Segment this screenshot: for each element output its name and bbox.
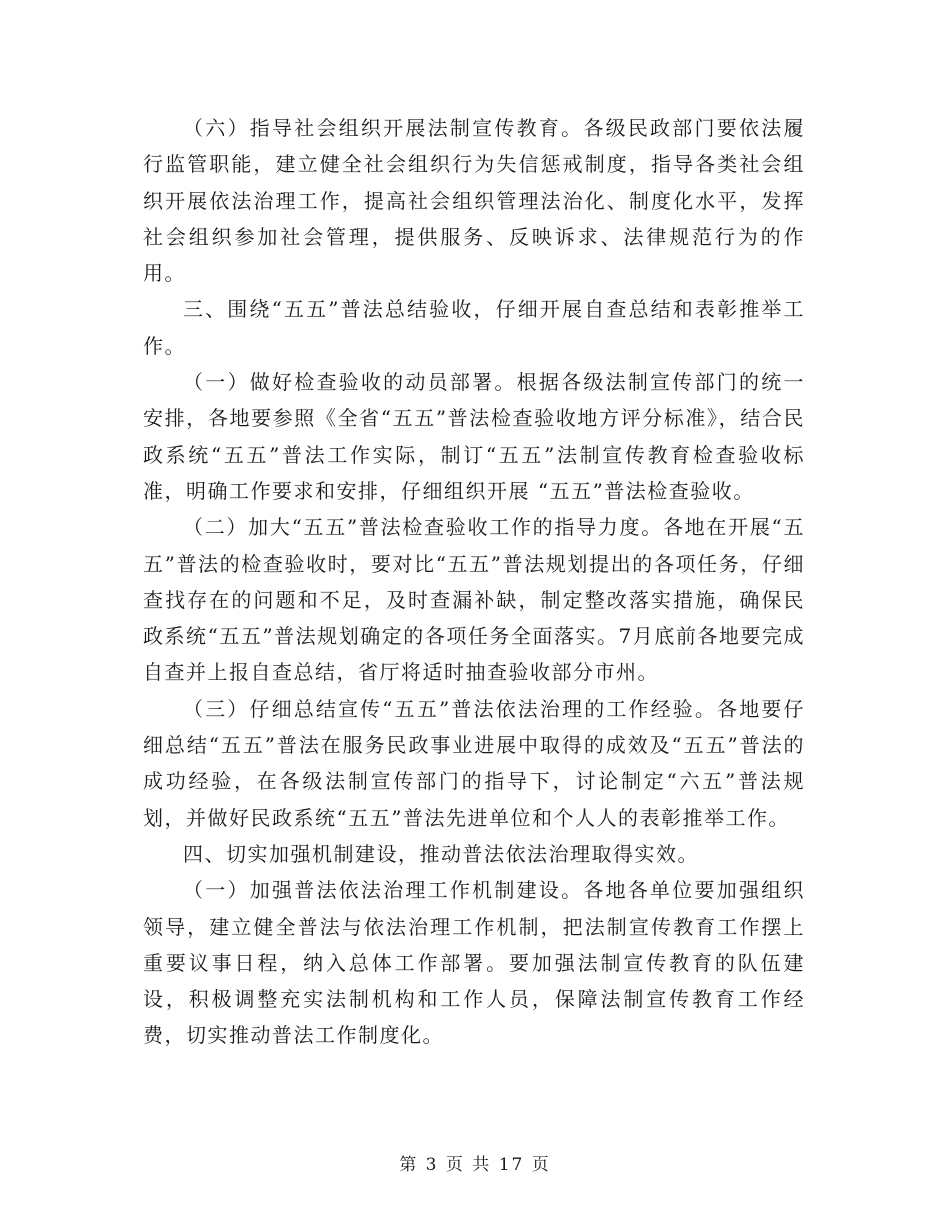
paragraph-social-organizations: （六）指导社会组织开展法制宣传教育。各级民政部门要依法履行监管职能，建立健全社会组织行为失信惩戒制度，指导各类社会组织开展依法治理工作，提高社会组织管理法治化、制度化水平，发挥社会组织参加社会管理，提供服务、反映诉求、法律规范行为的作用。 (143, 116, 805, 286)
paragraph-inspection-guidance: （二）加大“五五”普法检查验收工作的指导力度。各地在开展“五五”普法的检查验收时，要对比“五五”普法规划提出的各项任务，仔细查找存在的问题和不足，及时查漏补缺，制定整改落实措施，确保民政系统“五五”普法规划确定的各项任务全面落实。7月底前各地要完成自查并上报自查总结，省厅将适时抽查验收部分市州。 (143, 515, 805, 685)
section-heading-four: 四、切实加强机制建设，推动普法依法治理取得实效。 (183, 841, 699, 866)
paragraph-inspection-deployment: （一）做好检查验收的动员部署。根据各级法制宣传部门的统一安排，各地要参照《全省“五五”普法检查验收地方评分标准》，结合民政系统“五五”普法工作实际，制订“五五”法制宣传教育检查验收标准，明确工作要求和安排，仔细组织开展 “五五”普法检查验收。 (143, 370, 805, 503)
paragraph-experience-summary: （三）仔细总结宣传“五五”普法依法治理的工作经验。各地要仔细总结“五五”普法在服务民政事业进展中取得的成效及“五五”普法的成功经验，在各级法制宣传部门的指导下，讨论制定“六五”普法规划，并做好民政系统“五五”普法先进单位和个人人的表彰推举工作。 (143, 696, 805, 830)
paragraph-mechanism-building: （一）加强普法依法治理工作机制建设。各地各单位要加强组织领导，建立健全普法与依法治理工作机制，把法制宣传教育工作摆上重要议事日程，纳入总体工作部署。要加强法制宣传教育的队伍建设，积极调整充实法制机构和工作人员，保障法制宣传教育工作经费，切实推动普法工作制度化。 (143, 878, 805, 1048)
document-body (143, 110, 805, 1054)
page-number-footer: 第 3 页 共 17 页 (399, 1155, 551, 1175)
section-heading-three: 三、围绕“五五”普法总结验收，仔细开展自查总结和表彰推举工作。 (143, 297, 805, 358)
